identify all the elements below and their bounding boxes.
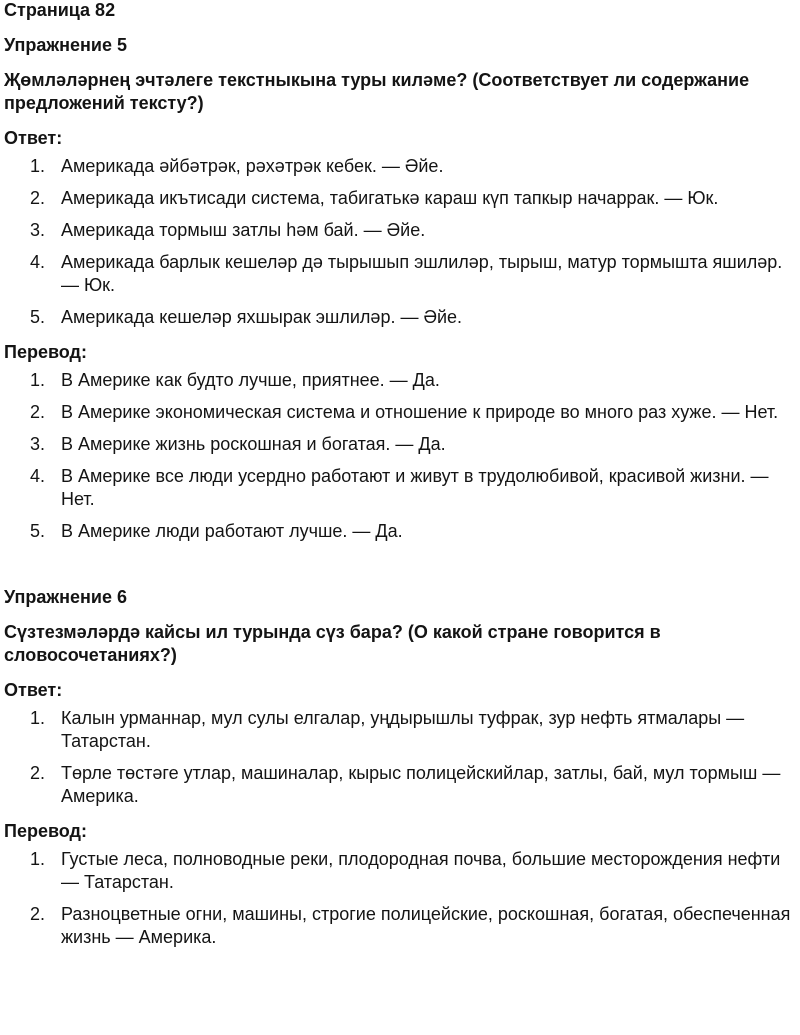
list-item-number: 5.: [30, 521, 46, 541]
exercise-5-task: Җөмләләрнең эчтәлеге текстныкына туры киләме? (Соответствует ли содержание предложений тексту?): [4, 70, 750, 113]
exercise-5-answer-label: Ответ:: [4, 128, 63, 148]
list-item-number: 2.: [30, 402, 46, 422]
list-item: [4, 251, 800, 297]
list-item: [4, 903, 800, 949]
list-item-number: 1.: [30, 156, 46, 176]
list-item-text: Америкада барлык кешеләр дә тырышып эшлиләр, тырыш, матур тормышта яшиләр. — Юк.: [61, 252, 783, 295]
section-spacer: [4, 552, 800, 586]
exercise-5-title: Упражнение 5: [4, 35, 127, 55]
list-item: [4, 306, 800, 329]
page-title: Страница 82: [4, 0, 116, 20]
list-item-number: 1.: [30, 370, 46, 390]
list-item-text: Америкада тормыш затлы һәм бай. — Әйе.: [61, 220, 426, 240]
list-item: [4, 762, 800, 808]
exercise-6-answer-list: [4, 707, 800, 808]
list-item: [4, 401, 800, 424]
list-item: [4, 219, 800, 242]
list-item-text: В Америке как будто лучше, приятнее. — Да.: [61, 370, 440, 390]
list-item-text: Разноцветные огни, машины, строгие полицейские, роскошная, богатая, обеспеченная жизнь — Америка.: [61, 904, 791, 947]
list-item-text: Америкада икътисади система, табигатькә караш күп тапкыр начаррак. — Юк.: [61, 188, 719, 208]
list-item: [4, 707, 800, 753]
list-item-number: 2.: [30, 188, 46, 208]
list-item-text: Төрле төстәге утлар, машиналар, кырыс полицейскийлар, затлы, бай, мул тормыш — Америка.: [61, 763, 781, 806]
exercise-5-translation-label: Перевод:: [4, 342, 87, 362]
exercise-6-title: Упражнение 6: [4, 587, 127, 607]
exercise-6-answer-label: Ответ:: [4, 680, 63, 700]
exercise-5: [4, 34, 800, 543]
exercise-6-translation-list: [4, 848, 800, 949]
list-item-number: 5.: [30, 307, 46, 327]
list-item-number: 4.: [30, 252, 46, 272]
list-item-number: 4.: [30, 466, 46, 486]
exercise-6-translation-label: Перевод:: [4, 821, 87, 841]
list-item-text: Америкада кешеләр яхшырак эшлиләр. — Әйе.: [61, 307, 463, 327]
list-item-number: 3.: [30, 220, 46, 240]
list-item-number: 2.: [30, 904, 46, 924]
exercise-5-translation-list: [4, 369, 800, 543]
list-item: [4, 187, 800, 210]
exercise-5-answer-list: [4, 155, 800, 329]
list-item: [4, 520, 800, 543]
list-item-number: 2.: [30, 763, 46, 783]
list-item: [4, 369, 800, 392]
exercise-6-task: Сүзтезмәләрдә кайсы ил турында сүз бара? (О какой стране говорится в словосочетаниях?): [4, 622, 661, 665]
list-item-number: 1.: [30, 708, 46, 728]
list-item: [4, 155, 800, 178]
list-item: [4, 433, 800, 456]
list-item-text: В Америке экономическая система и отношение к природе во много раз хуже. — Нет.: [61, 402, 779, 422]
list-item-number: 1.: [30, 849, 46, 869]
list-item-text: Густые леса, полноводные реки, плодородная почва, большие месторождения нефти — Татарстан.: [61, 849, 781, 892]
list-item-text: Америкада әйбәтрәк, рәхәтрәк кебек. — Әйе.: [61, 156, 444, 176]
list-item: [4, 465, 800, 511]
exercise-6: [4, 586, 800, 949]
list-item: [4, 848, 800, 894]
list-item-text: В Америке люди работают лучше. — Да.: [61, 521, 403, 541]
list-item-text: В Америке все люди усердно работают и живут в трудолюбивой, красивой жизни. — Нет.: [61, 466, 769, 509]
list-item-number: 3.: [30, 434, 46, 454]
list-item-text: В Америке жизнь роскошная и богатая. — Да.: [61, 434, 446, 454]
list-item-text: Калын урманнар, мул сулы елгалар, уңдырышлы туфрак, зур нефть ятмалары — Татарстан.: [61, 708, 745, 751]
